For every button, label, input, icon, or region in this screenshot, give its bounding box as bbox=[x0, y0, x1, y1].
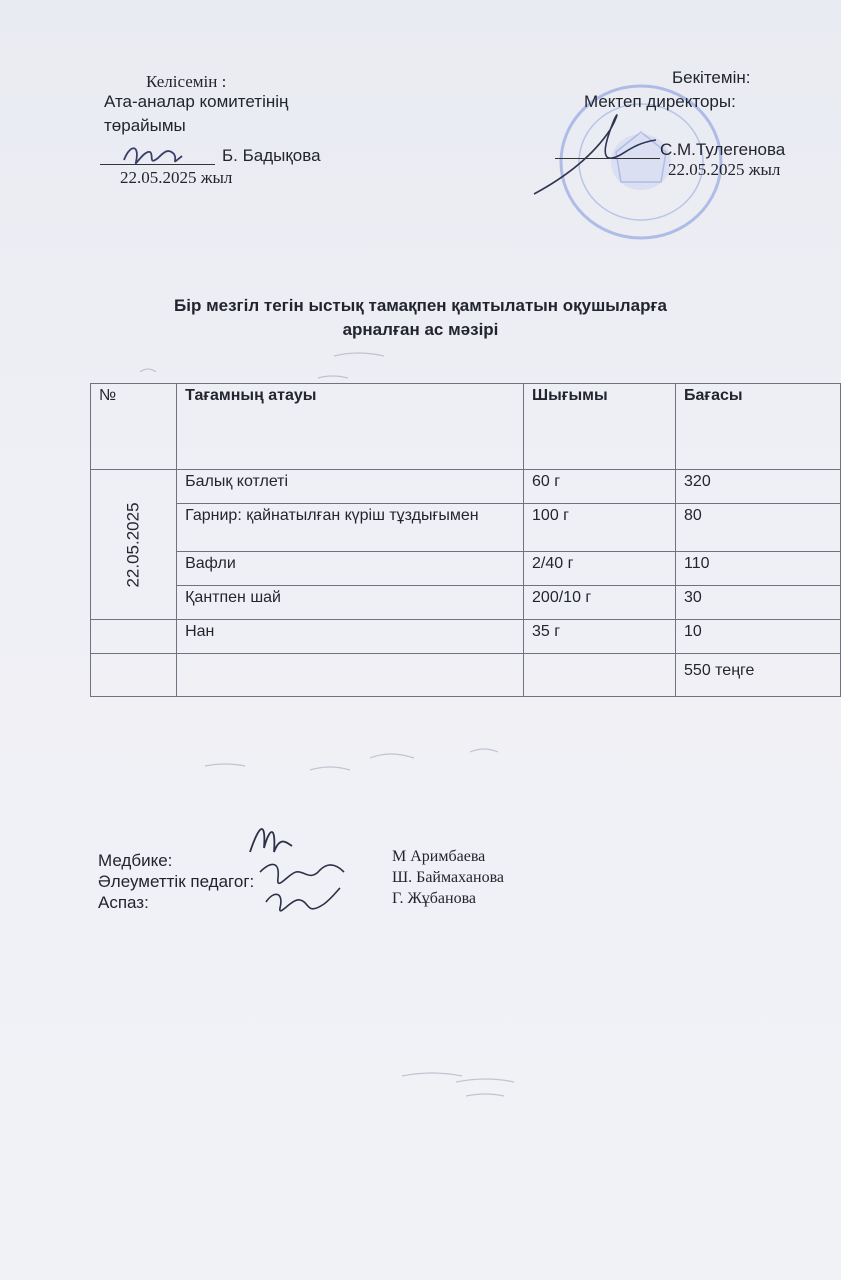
header-number: № bbox=[91, 384, 177, 470]
agreement-role: Ата-аналар комитетінің bbox=[104, 92, 289, 111]
agreement-name: Б. Бадықова bbox=[222, 146, 321, 165]
date-label: 22.05.2025 bbox=[123, 501, 143, 588]
approval-title: Бекітемін: bbox=[672, 68, 751, 87]
dish-price: 10 bbox=[676, 620, 841, 654]
dish-yield: 2/40 г bbox=[524, 552, 676, 586]
staff-label-nurse: Медбике: bbox=[98, 851, 173, 870]
staff-label-social-teacher: Әлеуметтік педагог: bbox=[98, 872, 255, 891]
header-dish-name: Тағамның атауы bbox=[177, 384, 524, 470]
dish-yield: 35 г bbox=[524, 620, 676, 654]
agreement-date: 22.05.2025 жыл bbox=[120, 168, 233, 187]
document-title-line1: Бір мезгіл тегін ыстық тамақпен қамтылатын оқушыларға bbox=[174, 296, 667, 315]
dish-price: 80 bbox=[676, 504, 841, 552]
dish-price: 110 bbox=[676, 552, 841, 586]
document-title-line2: арналған ас мәзірі bbox=[342, 320, 499, 339]
agreement-title: Келісемін : bbox=[146, 72, 227, 91]
approval-role: Мектеп директоры: bbox=[584, 92, 736, 111]
dish-name: Вафли bbox=[177, 552, 524, 586]
dish-name: Нан bbox=[177, 620, 524, 654]
dish-yield: 200/10 г bbox=[524, 586, 676, 620]
dish-yield: 100 г bbox=[524, 504, 676, 552]
dish-price: 30 bbox=[676, 586, 841, 620]
dish-price: 320 bbox=[676, 470, 841, 504]
dish-name: Гарнир: қайнатылған күріш тұздығымен bbox=[177, 504, 524, 552]
dish-name: Балық котлеті bbox=[177, 470, 524, 504]
header-price: Бағасы bbox=[676, 384, 841, 470]
approval-name: С.М.Тулегенова bbox=[660, 140, 786, 159]
header-yield: Шығымы bbox=[524, 384, 676, 470]
total-price: 550 теңге bbox=[676, 654, 841, 697]
dish-yield: 60 г bbox=[524, 470, 676, 504]
agreement-role-line2: төрайымы bbox=[104, 116, 186, 135]
staff-name-cook: Г. Жұбанова bbox=[392, 890, 477, 907]
approval-date: 22.05.2025 жыл bbox=[668, 160, 781, 179]
staff-label-cook: Аспаз: bbox=[98, 893, 149, 912]
staff-name-social-teacher: Ш. Баймаханова bbox=[392, 869, 505, 886]
staff-name-nurse: М Аримбаева bbox=[392, 848, 486, 865]
dish-name: Қантпен шай bbox=[177, 586, 524, 620]
